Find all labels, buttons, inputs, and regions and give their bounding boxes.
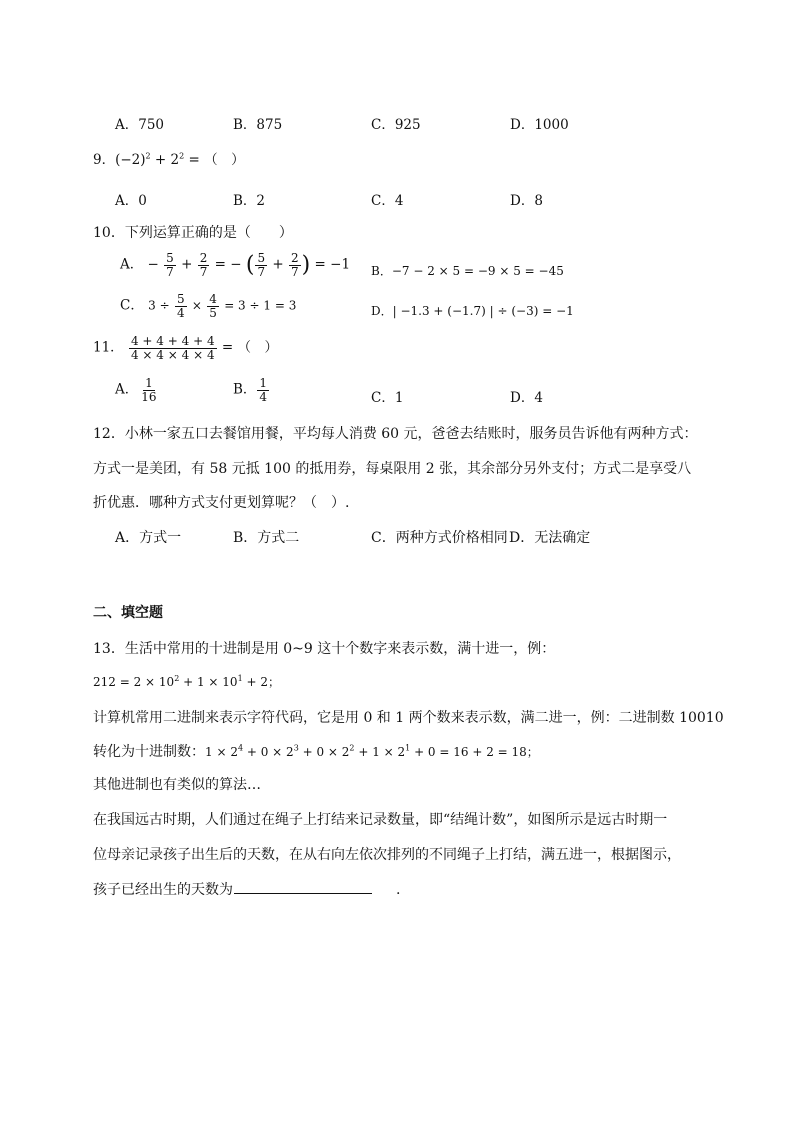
fraction-numerator: 1 [259, 376, 268, 390]
q10-a-fraction-3 [255, 252, 267, 278]
q9-number: 9． [93, 152, 116, 168]
q13-conv-exp-4: 1 [405, 743, 411, 753]
q12-option-d: D．无法确定 [509, 530, 591, 546]
fraction-denominator: 4 [176, 305, 185, 320]
q13-example-mid: + 1 × 10 [179, 675, 238, 689]
q10-a-right-paren: ) [301, 252, 311, 278]
q13-line-3: 计算机常用二进制来表示字符代码，它是用 0 和 1 两个数来表示数，满二进一，例：二进制数 10010 [93, 710, 724, 726]
q9-option-a: A．0 [115, 193, 147, 209]
q13-example-pre: 212 = 2 × 10 [93, 675, 175, 689]
q11-b-fraction [257, 377, 269, 403]
q13-conv-exp-1: 4 [237, 743, 244, 753]
q9-base: (−2) [115, 152, 146, 168]
fraction-numerator: 5 [166, 251, 174, 265]
q9-plus: + 2 [154, 152, 180, 168]
fraction-denominator: 4 [259, 389, 268, 404]
q10-option-d: D．| −1.3 + (−1.7) | ÷ (−3) = −1 [371, 304, 574, 318]
q11-option-d: D．4 [510, 390, 543, 406]
q10-a-fraction-1 [164, 252, 176, 278]
q13-line-1: 13．生活中常用的十进制是用 0~9 这十个数字来表示数，满十进一，例： [93, 641, 556, 657]
fraction-denominator: 16 [141, 389, 157, 404]
q13-example-tail: + 2； [242, 675, 280, 689]
fraction-denominator: 7 [257, 264, 266, 279]
q13-conv-exp-2: 3 [293, 743, 299, 753]
q10-a-plus-2: + [272, 256, 284, 273]
q12-line-2: 方式一是美团，有 58 元抵 100 的抵用券，每桌限用 2 张，其余部分另外支付；方式二是享受八 [93, 461, 692, 477]
q10-c-label: C． [120, 297, 144, 314]
q11-b-label: B． [233, 381, 257, 398]
fraction-denominator: 7 [199, 264, 208, 279]
q11-a-label: A． [115, 381, 139, 398]
q10-option-a [120, 252, 350, 278]
q8-option-c: C．925 [371, 117, 421, 133]
q10-a-fraction-4 [289, 252, 301, 278]
q11-tail: = （ ） [221, 339, 278, 356]
fraction-numerator: 1 [145, 376, 153, 390]
q11-stem [93, 335, 278, 361]
q9-option-b: B．2 [233, 193, 266, 209]
q11-option-b [233, 377, 270, 403]
answer-blank[interactable] [234, 879, 372, 894]
q13-example [93, 673, 280, 690]
fraction-denominator: 5 [209, 305, 217, 320]
q10-a-tail: = −1 [314, 256, 351, 273]
fraction-denominator: 7 [291, 264, 299, 279]
q13-conversion-pre: 转化为十进制数： [93, 744, 205, 760]
q11-fraction [129, 335, 217, 361]
q13-conv-term-4: + 1 × 2 [354, 745, 406, 759]
q10-a-plus: + [181, 256, 193, 273]
q13-line-8-end: . [396, 882, 401, 898]
q13-conv-term-1: 1 × 2 [205, 745, 238, 759]
q13-line-5: 其他进制也有类似的算法… [93, 777, 261, 793]
q10-a-label: A． [120, 256, 144, 273]
q11-a-fraction [139, 377, 158, 403]
q13-line-8 [93, 879, 400, 899]
q13-conv-term-5: + 0 = 16 + 2 = 18； [410, 745, 539, 759]
q9-stem [93, 148, 245, 168]
q11-option-c: C．1 [371, 390, 404, 406]
q13-line-8-text: 孩子已经出生的天数为 [93, 882, 233, 898]
q9-option-c: C．4 [371, 193, 404, 209]
section-heading: 二、填空题 [93, 605, 163, 621]
q13-conv-term-2: + 0 × 2 [243, 745, 294, 759]
q10-a-minus: − [147, 256, 159, 273]
fraction-denominator: 7 [166, 264, 174, 279]
q10-a-left-paren: ( [245, 252, 255, 278]
fraction-numerator: 4 [209, 292, 217, 306]
q10-option-c [120, 293, 296, 319]
fraction-numerator: 2 [199, 251, 208, 265]
q10-c-times: × [191, 298, 202, 313]
q9-tail: = （ ） [188, 152, 245, 168]
fraction-numerator: 5 [176, 292, 185, 306]
fraction-numerator: 4 + 4 + 4 + 4 [130, 334, 215, 348]
q13-line-7: 位母亲记录孩子出生后的天数，在从右向左依次排列的不同绳子上打结，满五进一，根据图示， [93, 847, 681, 863]
q10-c-pre: 3 ÷ [148, 298, 170, 313]
q13-example-exp1: 2 [174, 674, 180, 683]
fraction-numerator: 2 [291, 251, 299, 265]
q8-option-a: A．750 [115, 117, 165, 133]
q13-conversion [93, 741, 539, 761]
q9-exp1: 2 [145, 151, 151, 161]
q9-exp2: 2 [179, 151, 185, 161]
q11-option-a [115, 377, 160, 403]
q10-a-equals: = − [214, 256, 242, 273]
q13-conv-term-3: + 0 × 2 [298, 745, 350, 759]
q9-option-d: D．8 [510, 193, 543, 209]
fraction-denominator: 4 × 4 × 4 × 4 [130, 347, 215, 362]
q13-example-exp2: 1 [237, 674, 243, 683]
q10-a-fraction-2 [198, 252, 210, 278]
q13-conv-exp-3: 2 [349, 743, 355, 753]
q10-c-fraction-2 [207, 293, 219, 319]
q12-option-b: B．方式二 [233, 530, 300, 546]
q12-line-3: 折优惠．哪种方式支付更划算呢？（ ）. [93, 495, 350, 511]
q12-option-c: C．两种方式价格相同 [371, 530, 508, 546]
q10-option-b: B．−7 − 2 × 5 = −9 × 5 = −45 [371, 264, 564, 278]
q10-c-fraction-1 [175, 293, 187, 319]
q11-number: 11． [93, 339, 124, 356]
q12-line-1: 12．小林一家五口去餐馆用餐，平均每人消费 60 元，爸爸去结账时，服务员告诉他有两种方式： [93, 426, 698, 442]
q10-c-tail: = 3 ÷ 1 = 3 [224, 298, 297, 313]
q12-option-a: A．方式一 [115, 530, 182, 546]
fraction-numerator: 5 [257, 251, 266, 265]
q8-option-d: D．1000 [510, 117, 569, 133]
q10-stem: 10．下列运算正确的是（ ） [93, 225, 293, 241]
q8-option-b: B．875 [233, 117, 283, 133]
q13-line-6: 在我国远古时期，人们通过在绳子上打结来记录数量，即“结绳计数”，如图所示是远古时期一 [93, 812, 668, 828]
